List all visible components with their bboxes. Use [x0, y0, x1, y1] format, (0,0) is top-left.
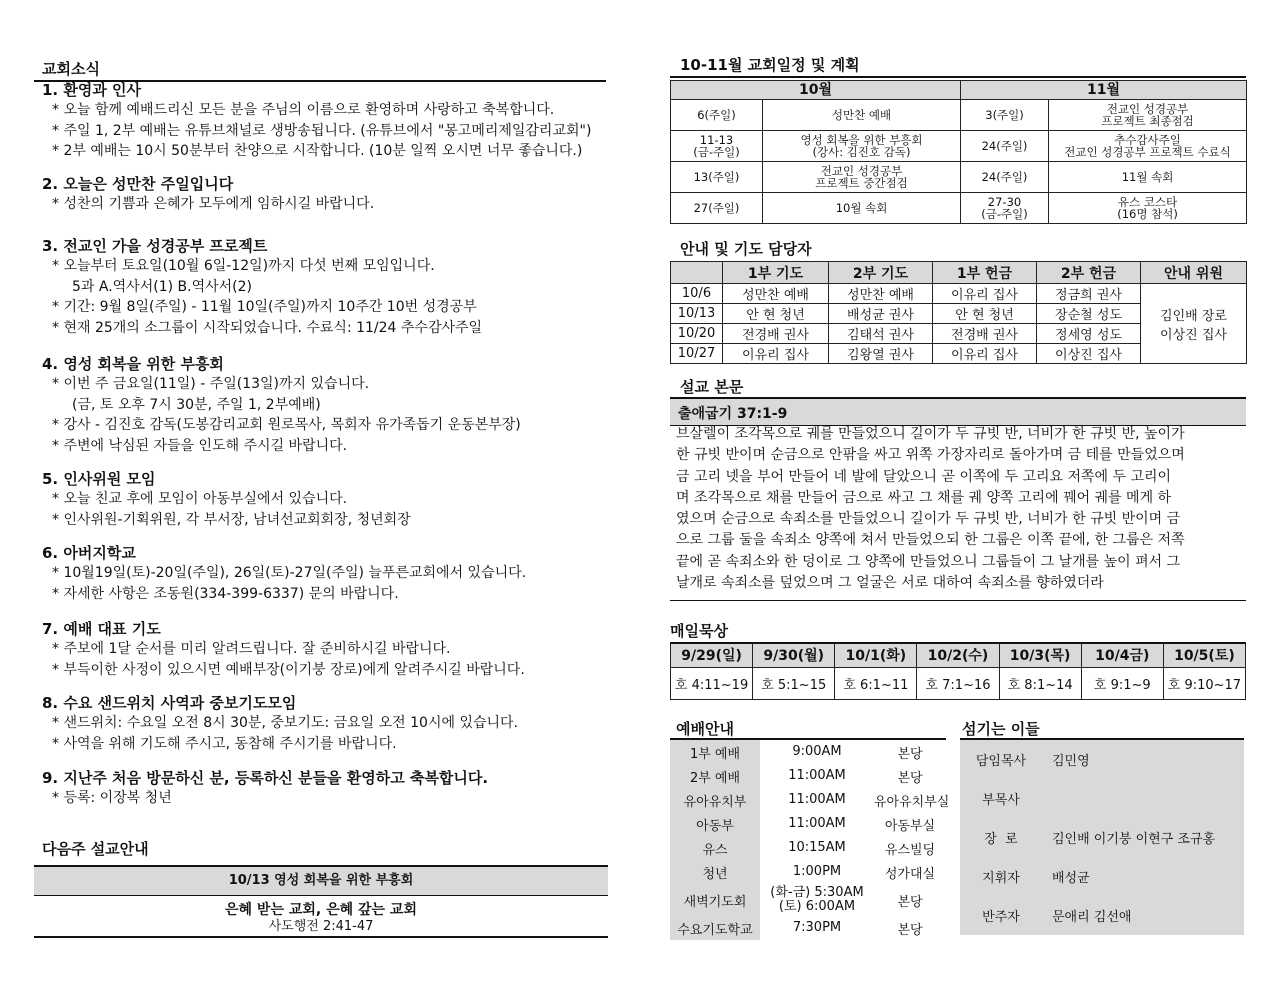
- worship-time: (화-금) 5:30AM (토) 6:00AM: [770, 885, 864, 914]
- worship-place: 유스빌딩: [884, 842, 936, 858]
- worship-time: 11:00AM: [788, 768, 846, 783]
- schedule-oct-date: 27(주일): [671, 193, 763, 224]
- news-item-line: * 부득이한 사정이 있으시면 예배부장(이기붕 장로)에게 알려주시길 바랍니다.: [52, 661, 525, 678]
- schedule-oct-date: 13(주일): [671, 162, 763, 193]
- news-item-line: * 10월19일(토)-20일(주일), 26일(토)-27일(주일) 늘푸른교회에서 있습니다.: [52, 565, 527, 581]
- news-item-line: * 주일 1, 2부 예배는 유튜브채널로 생방송됩니다. (유튜브에서 "몽고메리제일감리교회"): [52, 122, 592, 139]
- schedule-oct-header: 10월: [671, 81, 961, 100]
- news-item-line: * 현재 25개의 소그룹이 시작되었습니다. 수료식: 11/24 추수감사주일: [52, 319, 483, 336]
- duty-header: 1부 기도: [723, 262, 829, 284]
- schedule-nov-event: 11월 속회: [1049, 162, 1247, 193]
- devotion-day: 10/2(수): [917, 643, 999, 667]
- schedule-oct-event: 10월 속회: [763, 193, 961, 224]
- devotion-reading: 호 7:1~16: [917, 667, 999, 699]
- servant-role: 부목사: [960, 779, 1042, 818]
- worship-row: [670, 764, 946, 788]
- news-item-heading: 7. 예배 대표 기도: [42, 620, 161, 638]
- news-item-line: * 주변에 낙심된 자들을 인도해 주시길 바랍니다.: [52, 437, 348, 454]
- worship-row: [670, 740, 946, 764]
- servant-row: [960, 896, 1244, 935]
- duty-header: 2부 기도: [829, 262, 933, 284]
- news-item-line: * 오늘부터 토요일(10월 6일-12일)까지 다섯 번째 모임입니다.: [52, 258, 435, 274]
- news-item-heading: 6. 아버지학교: [42, 544, 136, 562]
- worship-row: [670, 788, 946, 812]
- duty-cell: 이유리 집사: [723, 344, 829, 364]
- servant-role: 반주자: [960, 896, 1042, 935]
- news-item-heading: 5. 인사위원 모임: [42, 470, 156, 488]
- sermon-body: [670, 424, 1246, 594]
- worship-name: 아동부: [670, 812, 760, 836]
- sermon-line: 날개로 속죄소를 덮었으며 그 얼굴은 서로 대하여 속죄소를 향하였더라: [676, 575, 1104, 592]
- next-sermon-scripture: 사도행전 2:41-47: [268, 919, 374, 934]
- worship-info-title: 예배안내: [676, 720, 734, 738]
- schedule-table: [670, 80, 1247, 224]
- worship-name: 1부 예배: [670, 740, 760, 764]
- duty-header: 안내 위원: [1141, 262, 1247, 284]
- schedule-nov-event: 추수감사주일 전교인 성경공부 프로젝트 수료식: [1049, 131, 1247, 162]
- duty-cell: 10/13: [671, 304, 723, 324]
- duty-cell: 안 현 청년: [723, 304, 829, 324]
- duty-usher: [1141, 284, 1247, 364]
- duty-cell: 10/6: [671, 284, 723, 304]
- next-sermon-event: 10/13 영성 회복을 위한 부흥회: [228, 873, 414, 888]
- news-item-line: * 기간: 9월 8일(주일) - 11월 10일(주일)까지 10주간 10번 성경공부: [52, 299, 477, 315]
- devotion-day: 9/30(월): [753, 643, 835, 667]
- news-item: [42, 174, 608, 215]
- schedule-oct-event: 성만찬 예배: [763, 100, 961, 131]
- duty-cell: 이유리 집사: [933, 284, 1037, 304]
- news-item-heading: 4. 영성 회복을 위한 부흥회: [42, 355, 224, 373]
- devotion-reading: 호 5:1~15: [753, 667, 835, 699]
- servant-names: 김인배 이기붕 이현구 조규홍: [1042, 818, 1244, 857]
- worship-name: 청년: [670, 860, 760, 884]
- prayer-duty-table: [670, 261, 1247, 364]
- worship-place: 본당: [897, 746, 923, 762]
- servant-names: 김민영: [1042, 740, 1244, 779]
- schedule-title: 10-11월 교회일정 및 계획: [680, 56, 860, 74]
- duty-usher-1: 김인배 장로: [1160, 308, 1227, 324]
- worship-row: [670, 812, 946, 836]
- duty-cell: 성만찬 예배: [829, 284, 933, 304]
- duty-cell: 배성균 권사: [829, 304, 933, 324]
- news-item-line: * 2부 예배는 10시 50분부터 찬양으로 시작합니다. (10분 일찍 오시면 너무 좋습니다.): [52, 143, 583, 159]
- daily-devotion-table: [670, 642, 1246, 700]
- schedule-row: [671, 100, 1247, 131]
- servants-title: 섬기는 이들: [962, 720, 1040, 738]
- duty-cell: 전경배 권사: [933, 324, 1037, 344]
- news-item: [42, 469, 608, 530]
- daily-devotion-title: 매일묵상: [670, 622, 728, 640]
- news-item-line: * 강사 - 김진호 감독(도봉감리교회 원로목사, 목회자 유가족돕기 운동본부장): [52, 417, 521, 433]
- worship-name: 수요기도학교: [670, 916, 760, 940]
- schedule-nov-date: 24(주일): [961, 162, 1049, 193]
- sermon-line: 며 조각목으로 채를 만들어 금으로 싸고 그 채를 궤 양쪽 고리에 꿰어 궤를 메게 하: [676, 489, 1172, 506]
- news-item: [42, 236, 608, 338]
- worship-place: 아동부실: [884, 818, 936, 834]
- servant-row: [960, 740, 1244, 779]
- prayer-duty-title: 안내 및 기도 담당자: [680, 240, 812, 258]
- duty-row: [671, 284, 1247, 304]
- devotion-day: 10/3(목): [999, 643, 1081, 667]
- schedule-nov-date: 27-30 (금-주일): [961, 193, 1049, 224]
- duty-cell: 전경배 권사: [723, 324, 829, 344]
- duty-cell: 성만찬 예배: [723, 284, 829, 304]
- sermon-line: 끝에 곧 속죄소와 한 덩이로 그 양쪽에 만들었으니 그룹들이 그 날개를 높이 펴서 그: [676, 553, 1181, 570]
- worship-name: 새벽기도회: [670, 884, 760, 916]
- worship-place: 유아유치부실: [874, 794, 950, 810]
- worship-info-table: [670, 740, 950, 940]
- worship-row: [670, 916, 946, 940]
- worship-place: 본당: [897, 922, 923, 938]
- news-item: [42, 354, 608, 456]
- duty-cell: 이유리 집사: [933, 344, 1037, 364]
- schedule-oct-date: 11-13 (금-주일): [671, 131, 763, 162]
- duty-cell: 김태석 권사: [829, 324, 933, 344]
- duty-usher-2: 이상진 집사: [1160, 327, 1227, 343]
- worship-row: [670, 860, 946, 884]
- servants-table: [960, 740, 1244, 935]
- schedule-row: [671, 131, 1247, 162]
- worship-name: 유스: [670, 836, 760, 860]
- sermon-line: 브살렐이 조각목으로 궤를 만들었으니 길이가 두 규빗 반, 너비가 한 규빗 반, 높이가: [676, 426, 1185, 442]
- duty-header: [671, 262, 723, 284]
- news-item-line: * 오늘 함께 예배드리신 모든 분을 주님의 이름으로 환영하며 사랑하고 축복합니다.: [52, 102, 555, 118]
- schedule-nov-event: 유스 코스타 (16명 참석): [1049, 193, 1247, 224]
- duty-cell: 김왕열 권사: [829, 344, 933, 364]
- news-item: [42, 543, 608, 604]
- duty-cell: 장순철 성도: [1037, 304, 1141, 324]
- sermon-line: 금 고리 넷을 부어 만들어 네 발에 달았으니 곧 이쪽에 두 고리요 저쪽에 두 고리이: [676, 468, 1172, 485]
- news-item-line: * 이번 주 금요일(11일) - 주일(13일)까지 있습니다.: [52, 376, 370, 392]
- devotion-reading: 호 8:1~14: [999, 667, 1081, 699]
- news-item: [42, 619, 608, 680]
- servant-row: [960, 857, 1244, 896]
- schedule-row: [671, 162, 1247, 193]
- servant-role: 장 로: [960, 818, 1042, 857]
- servant-row: [960, 779, 1244, 818]
- news-item-heading: 3. 전교인 가을 성경공부 프로젝트: [42, 237, 268, 255]
- servant-names: 문애리 김선애: [1042, 896, 1244, 935]
- worship-time: 1:00PM: [792, 864, 842, 879]
- worship-place: 본당: [897, 770, 923, 786]
- news-item-line: (금, 토 오후 7시 30분, 주일 1, 2부예배): [72, 396, 321, 413]
- duty-header: 1부 헌금: [933, 262, 1037, 284]
- schedule-row: [671, 193, 1247, 224]
- news-item: [42, 768, 608, 809]
- schedule-nov-date: 24(주일): [961, 131, 1049, 162]
- devotion-day: 10/5(토): [1163, 643, 1245, 667]
- news-item-heading: 1. 환영과 인사: [42, 81, 142, 99]
- news-item-line: * 샌드위치: 수요일 오전 8시 30분, 중보기도: 금요일 오전 10시에 있습니다.: [52, 715, 518, 731]
- news-item-line: * 사역을 위해 기도해 주시고, 동참해 주시기를 바랍니다.: [52, 735, 397, 752]
- news-item-line: * 등록: 이장복 청년: [52, 790, 172, 806]
- news-item: [42, 693, 608, 754]
- news-item: [42, 80, 608, 162]
- news-item-heading: 9. 지난주 처음 방문하신 분, 등록하신 분들을 환영하고 축복합니다.: [42, 769, 489, 787]
- servant-row: [960, 818, 1244, 857]
- sermon-reference: 출애굽기 37:1-9: [678, 406, 788, 422]
- devotion-day: 10/1(화): [835, 643, 917, 667]
- schedule-nov-header: 11월: [961, 81, 1247, 100]
- worship-time: 11:00AM: [788, 816, 846, 831]
- worship-row: [670, 884, 946, 916]
- duty-cell: 정금희 권사: [1037, 284, 1141, 304]
- worship-place: 성가대실: [884, 866, 936, 882]
- sermon-line: 였으며 순금으로 속죄소를 만들었으니 길이가 두 규빗 반, 너비가 한 규빗 반이며 금: [676, 511, 1181, 528]
- church-news-title: 교회소식: [42, 60, 100, 78]
- news-item-heading: 8. 수요 샌드위치 사역과 중보기도모임: [42, 694, 297, 712]
- worship-time: 9:00AM: [792, 744, 842, 759]
- duty-cell: 10/20: [671, 324, 723, 344]
- servant-names: 배성균: [1042, 857, 1244, 896]
- devotion-reading: 호 4:11~19: [671, 667, 753, 699]
- next-sermon-event-bar: [34, 865, 608, 896]
- schedule-oct-date: 6(주일): [671, 100, 763, 131]
- news-item-line: * 성찬의 기쁨과 은혜가 모두에게 임하시길 바랍니다.: [52, 196, 375, 212]
- worship-name: 2부 예배: [670, 764, 760, 788]
- sermon-reference-bar: [670, 397, 1246, 426]
- worship-name: 유아유치부: [670, 788, 760, 812]
- worship-time: 11:00AM: [788, 792, 846, 807]
- duty-cell: 10/27: [671, 344, 723, 364]
- devotion-reading: 호 6:1~11: [835, 667, 917, 699]
- worship-place: 본당: [897, 894, 923, 910]
- sermon-line: 한 규빗 반이며 순금으로 안팎을 싸고 위쪽 가장자리로 돌아가며 금 테를 만들었으며: [676, 447, 1185, 464]
- devotion-day: 10/4금): [1081, 643, 1163, 667]
- sermon-line: 으로 그룹 둘을 속죄소 양쪽에 쳐서 만들었으되 한 그룹은 이쪽 끝에, 한 그룹은 저쪽: [676, 532, 1185, 549]
- duty-header: 2부 헌금: [1037, 262, 1141, 284]
- schedule-nov-event: 전교인 성경공부 프로젝트 최종점검: [1049, 100, 1247, 131]
- schedule-oct-event: 영성 회복을 위한 부흥회 (강사: 김진호 감독): [763, 131, 961, 162]
- next-sermon-title: 다음주 설교안내: [42, 840, 149, 858]
- news-item-heading: 2. 오늘은 성만찬 주일입니다: [42, 175, 234, 193]
- news-item-line: 5과 A.역사서(1) B.역사서(2): [72, 278, 252, 295]
- worship-time: 7:30PM: [792, 920, 842, 935]
- schedule-oct-event: 전교인 성경공부 프로젝트 중간점검: [763, 162, 961, 193]
- worship-row: [670, 836, 946, 860]
- news-item-line: * 자세한 사항은 조동원(334-399-6337) 문의 바랍니다.: [52, 585, 399, 602]
- schedule-nov-date: 3(주일): [961, 100, 1049, 131]
- servant-role: 지휘자: [960, 857, 1042, 896]
- duty-cell: 안 현 청년: [933, 304, 1037, 324]
- duty-cell: 정세영 성도: [1037, 324, 1141, 344]
- next-sermon-title-text: 은혜 받는 교회, 은혜 갚는 교회: [225, 902, 417, 918]
- devotion-reading: 호 9:10~17: [1163, 667, 1245, 699]
- duty-cell: 이상진 집사: [1037, 344, 1141, 364]
- servant-role: 담임목사: [960, 740, 1042, 779]
- news-item-line: * 오늘 친교 후에 모임이 아동부실에서 있습니다.: [52, 491, 348, 507]
- news-item-line: * 인사위원-기획위원, 각 부서장, 남녀선교회회장, 청년회장: [52, 511, 411, 528]
- worship-time: 10:15AM: [788, 840, 846, 855]
- sermon-text-title: 설교 본문: [680, 378, 744, 396]
- devotion-day: 9/29(일): [671, 643, 753, 667]
- news-item-line: * 주보에 1달 순서를 미리 알려드립니다. 잘 준비하시길 바랍니다.: [52, 641, 451, 657]
- servant-names: [1042, 779, 1244, 818]
- devotion-reading: 호 9:1~9: [1081, 667, 1163, 699]
